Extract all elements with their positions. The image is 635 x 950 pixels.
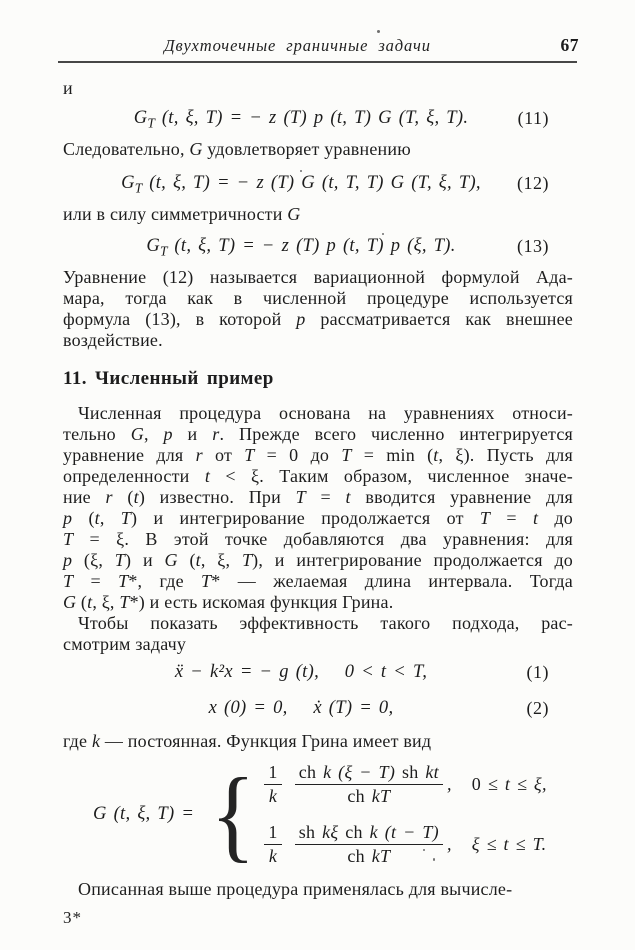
case-row [264, 822, 546, 867]
numerator: 1 [264, 822, 281, 845]
page-number: 67 [560, 35, 579, 55]
denominator: ch kT [347, 846, 391, 866]
paragraph-line: Уравнение (12) называется вариационной формулой Ада- [63, 267, 573, 287]
left-brace: { [210, 756, 256, 872]
closing-line: Описанная выше процедура применялась для вычисле- [78, 879, 513, 899]
case-condition: ξ ≤ t ≤ T. [471, 834, 547, 854]
page-body [63, 78, 573, 928]
numerator: 1 [264, 762, 281, 785]
paragraph-line: тельно G, p и r. Прежде всего численно интегрируется [63, 424, 573, 444]
denominator: ch kT [347, 786, 391, 806]
fraction [295, 762, 443, 807]
comma: , [446, 774, 452, 794]
paragraph-line: определенности t < ξ. Таким образом, численное значе- [63, 466, 573, 486]
paragraph-1 [63, 267, 573, 351]
equation-formula: ẍ − k²x = − g (t), 0 < t < T, [174, 662, 428, 682]
equation-11 [63, 103, 573, 133]
case-row [264, 762, 546, 807]
equation-formula: x (0) = 0, ẋ (T) = 0, [208, 698, 394, 718]
paragraph-line: смотрим задачу [63, 634, 187, 654]
paragraph-line: или в силу симметричности G [63, 204, 301, 224]
green-function-cases [264, 762, 546, 867]
equation-number: (11) [517, 108, 549, 128]
equation-1 [63, 657, 573, 687]
numerator: sh kξ ch k (t − T) [295, 822, 443, 845]
scan-speck [377, 30, 380, 33]
denominator: k [268, 786, 278, 806]
fraction [264, 762, 281, 807]
header-rule [58, 61, 577, 63]
equation-number: (13) [517, 236, 549, 256]
paragraph-line: мара, тогда как в численной процедуре используется [63, 288, 573, 308]
lead-word: и [63, 78, 73, 98]
paragraph-line: G (t, ξ, T*) и есть искомая функция Грина. [63, 592, 394, 612]
section-heading: 11. Численный пример [63, 368, 274, 389]
equation-formula: $G_T$ (t, ξ, T) = − z (T) G (t, T, T) G (T, ξ, T), [121, 173, 481, 196]
paragraph-line: формула (13), в которой p рассматривается как внешнее [63, 309, 573, 329]
paragraph-line: Чтобы показать эффективность такого подхода, рас- [78, 613, 573, 633]
paragraph-line: уравнение для r от T = 0 до T = min (t, ξ). Пусть для [63, 445, 573, 465]
running-title: Двухточечные граничные задачи [164, 36, 431, 55]
equation-formula: $G_T$ (t, ξ, T) = − z (T) p (t, T) p (ξ, T). [146, 236, 456, 259]
paragraph-line: воздействие. [63, 330, 163, 350]
paragraph-2 [63, 403, 573, 655]
equation-2 [63, 693, 573, 723]
denominator: k [268, 846, 278, 866]
paragraph-line: p (t, T) и интегрирование продолжается от T = t до [63, 508, 573, 528]
equation-formula: $G_T$ (t, ξ, T) = − z (T) p (t, T) G (T, ξ, T). [133, 108, 469, 131]
paragraph-line: T = ξ. В этой точке добавляются два уравнения: для [63, 529, 573, 549]
paragraph-line: Численная процедура основана на уравнениях относи- [78, 403, 573, 423]
case-condition: 0 ≤ t ≤ ξ, [471, 774, 547, 794]
equation-number: (12) [517, 173, 549, 193]
equation-number: (2) [526, 698, 549, 718]
green-function-lhs: G (t, ξ, T) = [93, 804, 195, 824]
paragraph-line: p (ξ, T) и G (t, ξ, T), и интегрирование продолжается до [63, 550, 574, 570]
fraction [295, 822, 443, 867]
paragraph-line: Следовательно, G удовлетворяет уравнению [63, 139, 411, 159]
fraction [264, 822, 281, 867]
paragraph-line: T = T*, где T* — желаемая длина интервала. Тогда [63, 571, 573, 591]
green-function-equation [63, 756, 573, 872]
numerator: ch k (ξ − T) sh kt [295, 762, 443, 785]
equation-12 [63, 168, 573, 198]
comma: , [446, 834, 452, 854]
paragraph-line: где k — постоянная. Функция Грина имеет вид [63, 731, 432, 751]
paragraph-line: ние r (t) известно. При T = t вводится уравнение для [63, 487, 573, 507]
equation-number: (1) [526, 662, 549, 682]
signature-mark: 3* [63, 908, 82, 927]
equation-13 [63, 231, 573, 261]
page-header [60, 35, 579, 64]
